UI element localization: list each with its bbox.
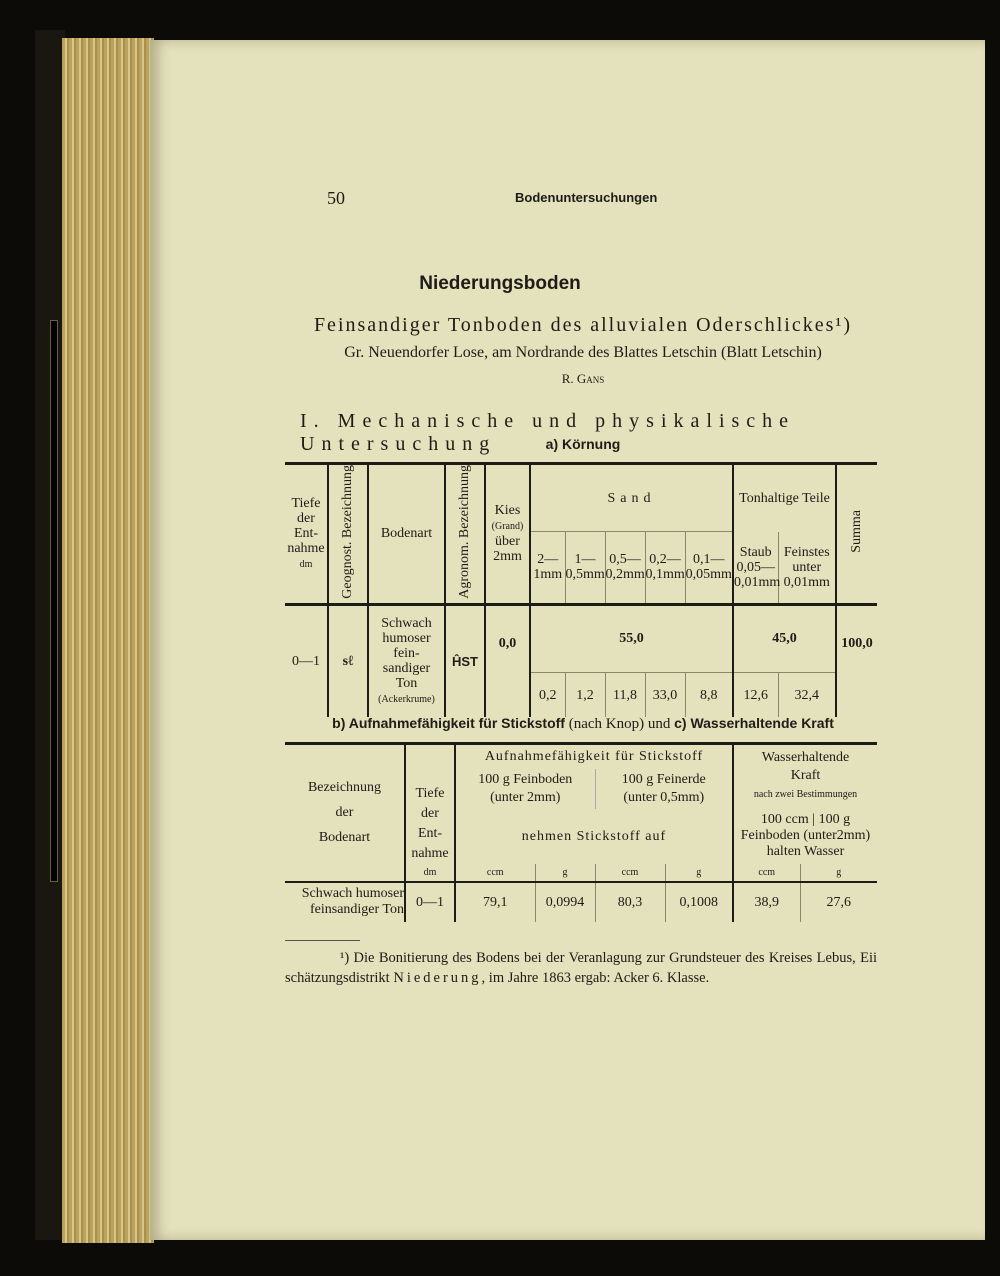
cell-sand-value: 8,8 <box>685 672 733 717</box>
cell-sand-total: 55,0 <box>530 604 733 672</box>
cell-geognost: sℓ <box>328 604 368 717</box>
grain-size-table <box>285 462 877 717</box>
location: Gr. Neuendorfer Lose, am Nordrande des Blattes Letschin (Blatt Letschin) <box>344 344 822 361</box>
section-heading: I. Mechanische und physikalische Untersuchung <box>300 410 796 455</box>
cell-value: 38,9 <box>733 882 800 922</box>
header-aufnahme: Aufnahmefähigkeit für Stickstoff <box>455 744 733 769</box>
nitrogen-water-table <box>285 742 877 922</box>
cell-tiefe: 0—1 <box>285 604 328 717</box>
header-bodenart: Bodenart <box>368 464 445 605</box>
header-tiefe-unit: dm <box>405 864 455 882</box>
cell-sand-value: 0,2 <box>530 672 565 717</box>
header-sand-fraction: 1— 0,5mm <box>565 532 605 605</box>
table-row <box>285 604 877 672</box>
footnote: ¹) Die Bonitierung des Bodens bei der Veranlagung zur Grundsteuer des Kreises Lebus, Eii schätzungsdistrikt Niederung, im Jahre 1863 ergab: Acker 6. Klasse. <box>285 950 877 986</box>
cell-value: 0,1008 <box>665 882 733 922</box>
header-tiefe: Tiefe der Ent- nahme dm <box>285 464 328 605</box>
header-sand-fraction: 0,5— 0,2mm <box>605 532 645 605</box>
header-unit: g <box>665 864 733 882</box>
cell-ton-value: 12,6 <box>733 672 778 717</box>
footnote-rule <box>285 940 360 941</box>
header-feinboden: 100 g Feinboden (unter 2mm) <box>455 769 595 809</box>
cell-sand-value: 11,8 <box>605 672 645 717</box>
header-wasser-sub: 100 ccm | 100 g Feinboden (unter2mm) halten Wasser <box>740 812 871 859</box>
cell-sand-value: 1,2 <box>565 672 605 717</box>
cell-bezeichnung: Schwach humoser feinsandiger Ton <box>285 882 405 922</box>
header-tonhaltige: Tonhaltige Teile <box>733 464 836 532</box>
cell-ton-value: 32,4 <box>778 672 836 717</box>
header-tiefe: Tiefe der Ent- nahme <box>405 744 455 864</box>
cell-value: 80,3 <box>595 882 665 922</box>
header-geognost: Geognost. Bezeichnung <box>328 464 368 605</box>
header-sand-fraction: 0,1— 0,05mm <box>685 532 733 605</box>
cell-value: 79,1 <box>455 882 535 922</box>
header-bezeichnung: Bezeichnung der Bodenart <box>285 744 405 882</box>
header-unit: g <box>535 864 595 882</box>
cell-ton-total: 45,0 <box>733 604 836 672</box>
running-head: Bodenuntersuchungen <box>515 190 658 205</box>
header-unit: ccm <box>733 864 800 882</box>
subtitle: Feinsandiger Tonboden des alluvialen Oderschlickes¹) <box>313 314 853 336</box>
header-nehmen: nehmen Stickstoff auf <box>455 809 733 864</box>
header-sand-fraction: 2— 1mm <box>530 532 565 605</box>
header-agronom: Agronom. Bezeichnung <box>445 464 485 605</box>
cell-bodenart: Schwach humoser fein- sandiger Ton (Ackerkrume) <box>368 604 445 717</box>
cell-tiefe: 0—1 <box>405 882 455 922</box>
header-kies: Kies (Grand) über 2mm <box>485 464 530 605</box>
author: R. Gans <box>561 371 605 386</box>
cell-value: 27,6 <box>826 894 851 910</box>
cell-agronom: ĤST <box>445 604 485 717</box>
subsection-b-c: b) Aufnahmefähigkeit für Stickstoff (nach Knop) und c) Wasserhaltende Kraft <box>332 715 834 732</box>
page-title: Niederungsboden <box>419 273 581 294</box>
subsection-a: a) Körnung <box>545 436 621 452</box>
header-staub: Staub 0,05— 0,01mm <box>733 532 778 605</box>
table-row <box>285 882 877 922</box>
header-summa: Summa <box>836 464 877 605</box>
header-feinstes: Feinstes unter 0,01mm <box>778 532 836 605</box>
cell-value: 0,0994 <box>535 882 595 922</box>
cell-summa: 100,0 <box>841 635 873 651</box>
bookmark-strip <box>50 320 58 882</box>
header-unit: ccm <box>595 864 665 882</box>
cell-sand-value: 33,0 <box>645 672 685 717</box>
header-sand: Sand <box>530 464 733 532</box>
header-feinerde: 100 g Feinerde (unter 0,5mm) <box>595 769 733 809</box>
page-number: 50 <box>327 188 345 208</box>
cell-kies: 0,0 <box>485 604 530 717</box>
header-sand-fraction: 0,2— 0,1mm <box>645 532 685 605</box>
header-unit: g <box>836 866 842 878</box>
page-stack-edges <box>62 38 154 1243</box>
header-unit: ccm <box>455 864 535 882</box>
header-wasser: Wasserhaltende Kraft nach zwei Bestimmungen <box>753 750 858 801</box>
